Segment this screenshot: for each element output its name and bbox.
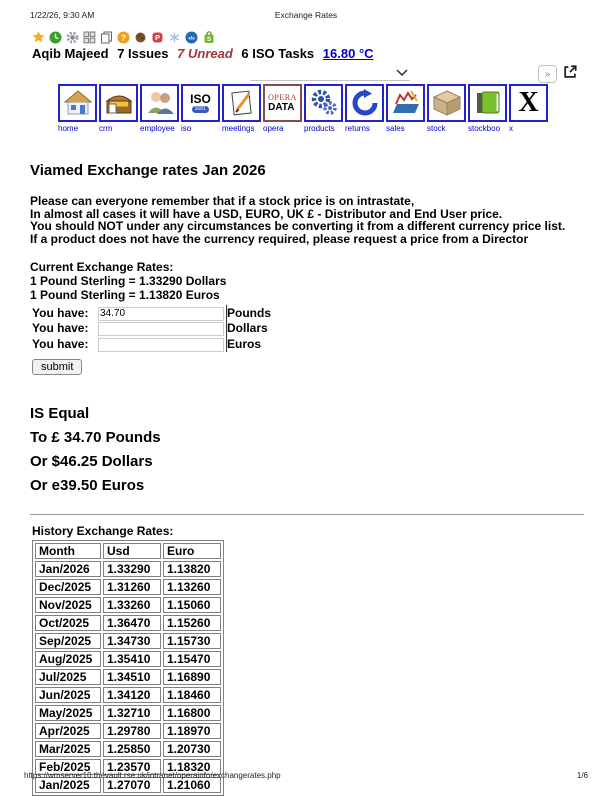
you-have-label: You have:	[32, 321, 89, 336]
star-icon[interactable]	[32, 31, 45, 44]
excel-icon[interactable]	[185, 31, 198, 44]
converter-row-pounds	[32, 305, 271, 321]
dollars-input[interactable]	[98, 322, 224, 336]
table-cell: Dec/2025	[35, 579, 101, 595]
clock-icon[interactable]	[49, 31, 62, 44]
svg-text:xls: xls	[188, 34, 195, 40]
history-table-body	[35, 561, 221, 793]
footer-page-number: 1/6	[576, 771, 588, 780]
notice-line: If a product does not have the currency required, please request a price from a Director	[30, 231, 529, 246]
converter-row-dollars	[32, 321, 271, 337]
you-have-label: You have:	[32, 336, 89, 351]
table-row	[35, 687, 221, 703]
question-icon[interactable]	[117, 31, 130, 44]
history-title: History Exchange Rates:	[32, 523, 174, 538]
refresh-arrow-icon	[350, 89, 380, 117]
nav-item-stock[interactable]	[427, 84, 466, 133]
table-cell: 1.18970	[163, 723, 221, 739]
notice-paragraph	[30, 195, 584, 245]
chevron-down-icon	[396, 69, 408, 76]
table-cell: 1.18320	[163, 759, 221, 775]
table-row	[35, 741, 221, 757]
print-header	[30, 10, 582, 20]
table-row	[35, 561, 221, 577]
table-cell: 1.13820	[163, 561, 221, 577]
euros-input[interactable]	[98, 338, 224, 352]
nav-label: home	[58, 124, 79, 133]
table-cell: 1.27070	[103, 777, 161, 793]
result-line-euros: Or e39.50 Euros	[30, 476, 145, 494]
table-cell: Nov/2025	[35, 597, 101, 613]
table-cell: 1.21060	[163, 777, 221, 793]
table-cell: 1.25850	[103, 741, 161, 757]
snowflake-icon[interactable]	[168, 31, 181, 44]
page-title: Exchange Rates	[274, 10, 338, 20]
svg-text:P: P	[154, 32, 161, 42]
result-line-equal: IS Equal	[30, 404, 90, 422]
chart-icon	[391, 89, 421, 117]
main-content	[30, 162, 584, 796]
table-row	[35, 705, 221, 721]
table-cell: 1.35410	[103, 651, 161, 667]
nav-label: sales	[386, 124, 405, 133]
temperature-link[interactable]: 16.80 °C	[322, 46, 374, 61]
nav-item-products[interactable]	[304, 84, 343, 133]
note-pencil-icon	[227, 89, 257, 117]
nav-label: iso	[181, 124, 192, 133]
nav-bar	[58, 84, 548, 133]
divider	[30, 514, 584, 515]
conversion-result	[30, 405, 584, 494]
letter-x-icon: X	[518, 87, 539, 118]
converter-form	[32, 305, 271, 352]
table-cell: May/2025	[35, 705, 101, 721]
currency-label-pounds: Pounds	[227, 305, 271, 320]
unread-count: 7 Unread	[177, 46, 233, 61]
result-line-dollars: Or $46.25 Dollars	[30, 452, 153, 470]
issues-count: 7 Issues	[117, 46, 169, 61]
period-select[interactable]	[250, 64, 410, 81]
table-cell: 1.34510	[103, 669, 161, 685]
nav-label: stockboo	[468, 124, 501, 133]
history-column-header: Euro	[163, 543, 221, 559]
gears-icon	[309, 89, 339, 117]
table-cell: Feb/2025	[35, 759, 101, 775]
table-cell: 1.33260	[103, 597, 161, 613]
current-rates	[30, 260, 584, 302]
nav-label: crm	[99, 124, 113, 133]
table-cell: 1.15470	[163, 651, 221, 667]
table-row	[35, 615, 221, 631]
table-row	[35, 633, 221, 649]
user-name: Aqib Majeed	[32, 46, 109, 61]
table-cell: Oct/2025	[35, 615, 101, 631]
table-cell: 1.29780	[103, 723, 161, 739]
table-cell: Mar/2025	[35, 741, 101, 757]
copy-icon[interactable]	[100, 31, 113, 44]
people-icon	[145, 89, 175, 117]
table-cell: Aug/2025	[35, 651, 101, 667]
nav-item-meetings[interactable]	[222, 84, 261, 133]
nav-item-iso[interactable]	[181, 84, 220, 133]
more-button[interactable]: »	[538, 65, 557, 83]
nav-label: products	[304, 124, 335, 133]
table-cell: 1.20730	[163, 741, 221, 757]
submit-button[interactable]: submit	[32, 359, 82, 375]
history-column-header: Usd	[103, 543, 161, 559]
rate-line-dollars: 1 Pound Sterling = 1.33290 Dollars	[30, 274, 227, 288]
history-table	[32, 540, 224, 796]
svg-text:S: S	[206, 36, 211, 43]
box-icon	[432, 89, 462, 117]
table-cell: 1.15730	[163, 633, 221, 649]
external-link-icon	[563, 65, 577, 79]
table-cell: 1.13260	[163, 579, 221, 595]
table-row	[35, 669, 221, 685]
iso-tasks-count: 6 ISO Tasks	[241, 46, 315, 61]
table-row	[35, 723, 221, 739]
pounds-input[interactable]	[98, 307, 224, 321]
gear-icon[interactable]	[66, 31, 79, 44]
nav-label: opera	[263, 124, 284, 133]
nav-label: employee	[140, 124, 175, 133]
nav-label: x	[509, 124, 513, 133]
table-cell: Sep/2025	[35, 633, 101, 649]
iso-badge-icon: ISO 9001	[190, 92, 211, 112]
nav-item-stockbook[interactable]	[468, 84, 507, 133]
pinterest-icon[interactable]	[151, 31, 164, 44]
notice-line: Please can everyone remember that if a stock price is on intrastate,	[30, 194, 415, 208]
green-book-icon	[473, 89, 503, 117]
table-cell: 1.34120	[103, 687, 161, 703]
notice-line: You should NOT under any circumstances be converting it from a different currency price list.	[30, 219, 566, 233]
open-external-button[interactable]	[562, 65, 578, 81]
nav-item-crm[interactable]	[99, 84, 138, 133]
table-cell: 1.16800	[163, 705, 221, 721]
favicon-row	[32, 30, 215, 44]
table-cell: 1.34730	[103, 633, 161, 649]
notice-line: In almost all cases it will have a USD, EURO, UK £ - Distributor and End User price.	[30, 206, 503, 221]
nav-item-sales[interactable]	[386, 84, 425, 133]
house-icon	[63, 89, 93, 117]
currency-label-euros: Euros	[227, 336, 262, 351]
nav-item-home[interactable]	[58, 84, 97, 133]
you-have-label: You have:	[32, 305, 89, 320]
history-header-row	[35, 543, 221, 559]
table-cell: 1.15060	[163, 597, 221, 613]
opera-data-logo: OPERA DATA	[268, 92, 297, 113]
table-cell: Apr/2025	[35, 723, 101, 739]
table-cell: 1.32710	[103, 705, 161, 721]
page-heading: Viamed Exchange rates Jan 2026	[30, 162, 266, 179]
nav-item-employee[interactable]	[140, 84, 179, 133]
table-cell: Jan/2025	[35, 777, 101, 793]
currency-label-dollars: Dollars	[227, 321, 268, 336]
table-cell: 1.31260	[103, 579, 161, 595]
table-row	[35, 651, 221, 667]
nav-item-x[interactable]	[509, 84, 548, 133]
history-column-header: Month	[35, 543, 101, 559]
table-cell: 1.33290	[103, 561, 161, 577]
current-rates-title: Current Exchange Rates:	[30, 260, 174, 274]
cookie-icon[interactable]	[134, 31, 147, 44]
table-cell: 1.15260	[163, 615, 221, 631]
user-status-bar	[32, 46, 379, 61]
table-row	[35, 597, 221, 613]
table-cell: Jan/2026	[35, 561, 101, 577]
nav-item-opera[interactable]	[263, 84, 302, 133]
footer-url: https://wmserver10.thevault.rse.uk/intranet/operainfo/exchangerates.php	[24, 771, 281, 780]
nav-item-returns[interactable]	[345, 84, 384, 133]
table-cell: 1.18460	[163, 687, 221, 703]
nav-label: stock	[427, 124, 446, 133]
treasure-chest-icon	[104, 89, 134, 117]
result-line-pounds: To £ 34.70 Pounds	[30, 428, 161, 446]
table-row	[35, 579, 221, 595]
rate-line-euros: 1 Pound Sterling = 1.13820 Euros	[30, 288, 220, 302]
svg-text:?: ?	[120, 31, 127, 42]
nav-label: meetings	[222, 124, 255, 133]
table-cell: 1.36470	[103, 615, 161, 631]
print-date: 1/22/26, 9:30 AM	[30, 10, 95, 20]
nav-label: returns	[345, 124, 370, 133]
converter-row-euros	[32, 336, 271, 352]
table-cell: 1.23570	[103, 759, 161, 775]
table-cell: Jun/2025	[35, 687, 101, 703]
table-cell: Jul/2025	[35, 669, 101, 685]
grid-icon[interactable]	[83, 31, 96, 44]
print-footer	[24, 771, 588, 780]
table-cell: 1.16890	[163, 669, 221, 685]
shop-bag-icon[interactable]	[202, 31, 215, 44]
